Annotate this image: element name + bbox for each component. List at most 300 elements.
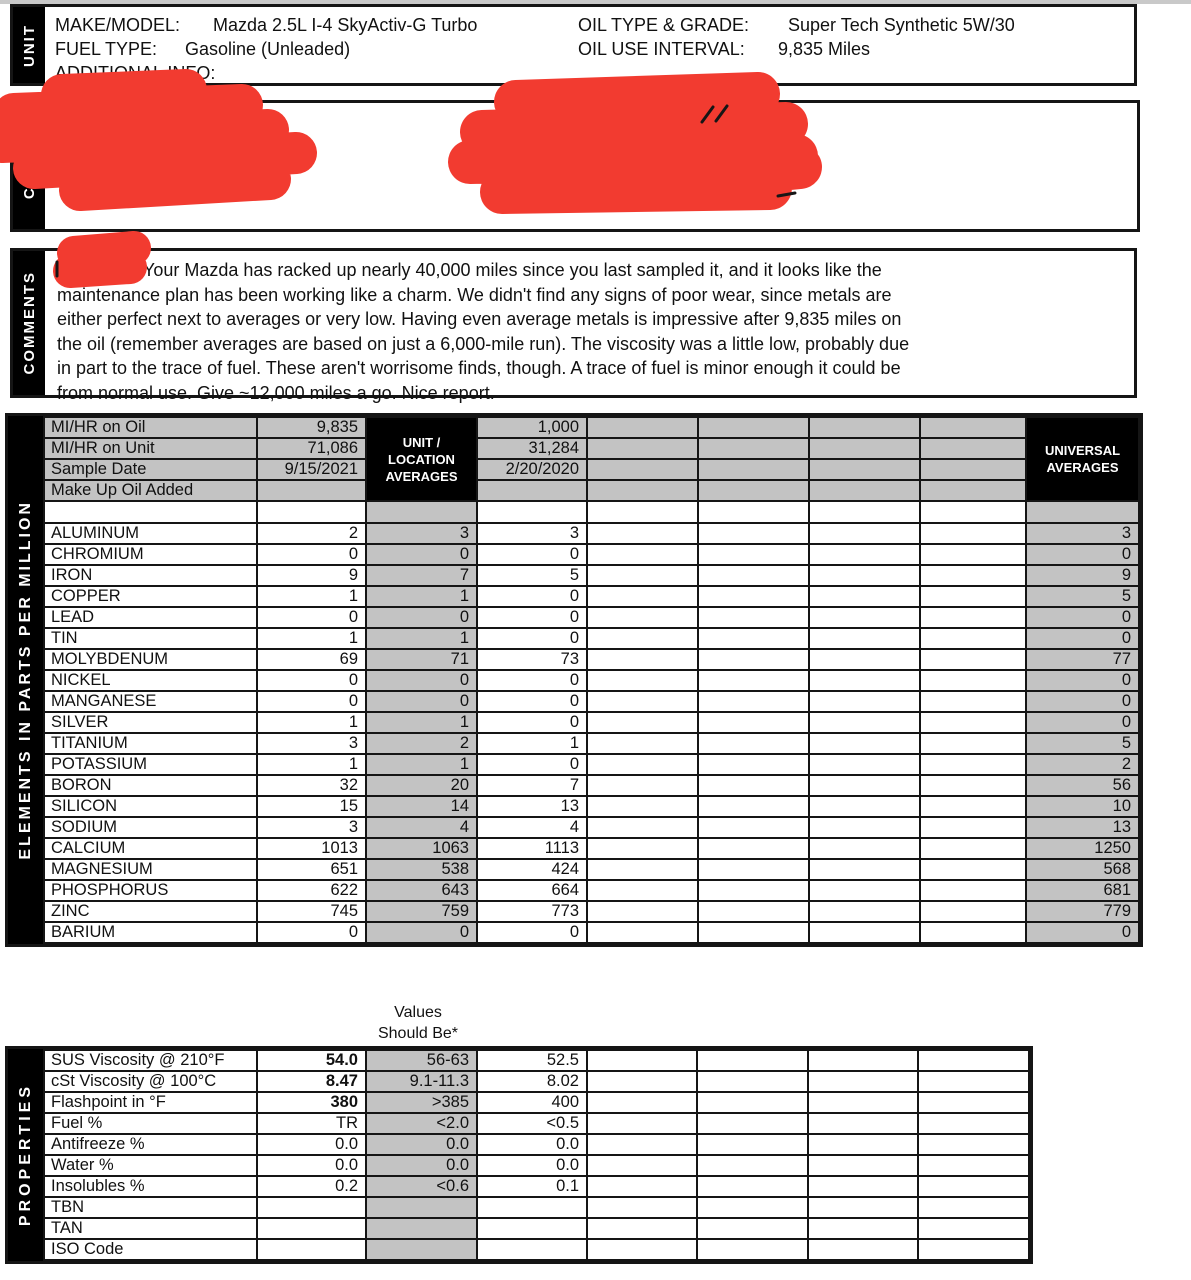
empty-cell — [697, 1134, 808, 1155]
element-previous-value: 7 — [477, 775, 587, 796]
property-name: TBN — [44, 1197, 257, 1218]
element-unit-average: 0 — [366, 691, 477, 712]
property-name: Insolubles % — [44, 1176, 257, 1197]
element-current-value: 1 — [257, 754, 366, 775]
properties-sidebar-label: PROPERTIES — [16, 1083, 34, 1227]
empty-cell — [809, 754, 920, 775]
redacted-name-gap — [57, 275, 143, 276]
header-label: Sample Date — [44, 459, 257, 480]
empty-cell — [809, 817, 920, 838]
empty-cell — [808, 1113, 918, 1134]
element-previous-value: 0 — [477, 712, 587, 733]
element-row — [44, 922, 1139, 943]
empty-cell — [697, 1071, 808, 1092]
comment-line: from normal use. Give ~12,000 miles a go. Nice report. — [57, 382, 495, 403]
element-previous-value: 0 — [477, 922, 587, 943]
elements-header-row — [44, 417, 1139, 438]
element-unit-average: 3 — [366, 523, 477, 544]
element-current-value: 1013 — [257, 838, 366, 859]
element-current-value: 0 — [257, 922, 366, 943]
element-universal-average: 13 — [1026, 817, 1139, 838]
empty-cell — [587, 901, 698, 922]
empty-cell — [920, 880, 1026, 901]
element-unit-average: 7 — [366, 565, 477, 586]
header-current-value — [257, 480, 366, 501]
element-current-value: 0 — [257, 670, 366, 691]
element-unit-average: 1 — [366, 628, 477, 649]
property-row — [44, 1092, 1029, 1113]
empty-cell — [698, 922, 809, 943]
property-should-be-value: <0.6 — [366, 1176, 477, 1197]
empty-cell — [697, 1050, 808, 1071]
empty-cell — [920, 901, 1026, 922]
empty-cell — [697, 1113, 808, 1134]
property-previous-value: 400 — [477, 1092, 587, 1113]
empty-cell — [808, 1134, 918, 1155]
empty-cell — [920, 796, 1026, 817]
empty-cell — [587, 859, 698, 880]
empty-cell — [587, 523, 698, 544]
empty-cell — [809, 628, 920, 649]
client-sidebar-label: CLIENT — [20, 132, 38, 200]
empty-cell — [698, 712, 809, 733]
empty-cell — [809, 417, 920, 438]
element-unit-average: 538 — [366, 859, 477, 880]
element-unit-average: 1 — [366, 754, 477, 775]
empty-cell — [587, 649, 698, 670]
element-previous-value: 424 — [477, 859, 587, 880]
property-name: Flashpoint in °F — [44, 1092, 257, 1113]
element-previous-value: 1 — [477, 733, 587, 754]
element-unit-average: 0 — [366, 922, 477, 943]
comment-line: maintenance plan has been working like a charm. We didn't find any signs of poor wear, since metals are — [57, 284, 892, 305]
client-sidebar — [13, 103, 45, 229]
property-current-value: 0.0 — [257, 1155, 366, 1176]
property-name: TAN — [44, 1218, 257, 1239]
empty-cell — [587, 922, 698, 943]
empty-cell — [587, 1155, 697, 1176]
empty-cell — [920, 775, 1026, 796]
empty-cell — [698, 459, 809, 480]
element-name: TITANIUM — [44, 733, 257, 754]
empty-cell — [698, 775, 809, 796]
empty-cell — [698, 754, 809, 775]
empty-cell — [920, 691, 1026, 712]
element-current-value: 15 — [257, 796, 366, 817]
spacer-cell — [587, 501, 698, 523]
spacer-cell — [477, 501, 587, 523]
element-row — [44, 859, 1139, 880]
element-row — [44, 523, 1139, 544]
spacer-cell — [44, 501, 257, 523]
element-universal-average: 0 — [1026, 607, 1139, 628]
empty-cell — [809, 480, 920, 501]
elements-table-section — [5, 413, 1143, 947]
empty-cell — [698, 628, 809, 649]
element-unit-average: 71 — [366, 649, 477, 670]
element-name: IRON — [44, 565, 257, 586]
element-universal-average: 1250 — [1026, 838, 1139, 859]
universal-averages-header: UNIVERSAL AVERAGES — [1026, 417, 1139, 501]
element-universal-average: 56 — [1026, 775, 1139, 796]
element-unit-average: 20 — [366, 775, 477, 796]
empty-cell — [918, 1155, 1029, 1176]
property-current-value — [257, 1239, 366, 1260]
property-previous-value — [477, 1239, 587, 1260]
property-current-value: 8.47 — [257, 1071, 366, 1092]
empty-cell — [697, 1218, 808, 1239]
property-should-be-value: 56-63 — [366, 1050, 477, 1071]
oil-type-label: OIL TYPE & GRADE: — [578, 15, 750, 35]
element-universal-average: 77 — [1026, 649, 1139, 670]
empty-cell — [809, 712, 920, 733]
property-name: ISO Code — [44, 1239, 257, 1260]
empty-cell — [698, 838, 809, 859]
unit-sidebar-label: UNIT — [20, 23, 38, 67]
empty-cell — [587, 1092, 697, 1113]
element-unit-average: 0 — [366, 544, 477, 565]
empty-cell — [808, 1155, 918, 1176]
empty-cell — [809, 565, 920, 586]
element-name: CALCIUM — [44, 838, 257, 859]
empty-cell — [587, 817, 698, 838]
element-name: POTASSIUM — [44, 754, 257, 775]
empty-cell — [809, 607, 920, 628]
empty-cell — [918, 1218, 1029, 1239]
element-row — [44, 628, 1139, 649]
empty-cell — [809, 523, 920, 544]
empty-cell — [587, 1176, 697, 1197]
property-row — [44, 1113, 1029, 1134]
property-previous-value: 52.5 — [477, 1050, 587, 1071]
empty-cell — [587, 754, 698, 775]
empty-cell — [808, 1092, 918, 1113]
element-row — [44, 670, 1139, 691]
element-universal-average: 0 — [1026, 628, 1139, 649]
element-current-value: 3 — [257, 817, 366, 838]
spacer-cell — [366, 501, 477, 523]
empty-cell — [809, 922, 920, 943]
element-current-value: 745 — [257, 901, 366, 922]
empty-cell — [587, 417, 698, 438]
property-name: SUS Viscosity @ 210°F — [44, 1050, 257, 1071]
empty-cell — [697, 1092, 808, 1113]
element-universal-average: 568 — [1026, 859, 1139, 880]
property-current-value: 0.2 — [257, 1176, 366, 1197]
element-row — [44, 544, 1139, 565]
property-previous-value — [477, 1197, 587, 1218]
element-unit-average: 1063 — [366, 838, 477, 859]
empty-cell — [587, 1071, 697, 1092]
element-current-value: 0 — [257, 691, 366, 712]
spacer-cell — [257, 501, 366, 523]
property-should-be-value: <2.0 — [366, 1113, 477, 1134]
comments-section — [10, 248, 1137, 403]
unit-section — [10, 4, 1137, 86]
empty-cell — [809, 459, 920, 480]
property-row — [44, 1050, 1029, 1071]
empty-cell — [587, 1218, 697, 1239]
element-unit-average: 2 — [366, 733, 477, 754]
property-name: Antifreeze % — [44, 1134, 257, 1155]
property-previous-value: <0.5 — [477, 1113, 587, 1134]
element-unit-average: 14 — [366, 796, 477, 817]
empty-cell — [698, 565, 809, 586]
property-name: Fuel % — [44, 1113, 257, 1134]
element-row — [44, 901, 1139, 922]
property-current-value: 54.0 — [257, 1050, 366, 1071]
client-section — [10, 100, 1140, 232]
empty-cell — [920, 838, 1026, 859]
empty-cell — [808, 1050, 918, 1071]
spacer-row — [44, 501, 1139, 523]
element-name: MANGANESE — [44, 691, 257, 712]
empty-cell — [587, 838, 698, 859]
element-row — [44, 607, 1139, 628]
property-row — [44, 1239, 1029, 1260]
element-row — [44, 733, 1139, 754]
element-name: ZINC — [44, 901, 257, 922]
empty-cell — [587, 1113, 697, 1134]
element-name: MOLYBDENUM — [44, 649, 257, 670]
element-current-value: 32 — [257, 775, 366, 796]
element-unit-average: 1 — [366, 586, 477, 607]
empty-cell — [587, 1197, 697, 1218]
values-should-be-note — [362, 1002, 474, 1044]
empty-cell — [698, 586, 809, 607]
property-should-be-value: 0.0 — [366, 1155, 477, 1176]
comments-sidebar — [13, 251, 45, 395]
comment-line: Your Mazda has racked up nearly 40,000 miles since you last sampled it, and it looks like the — [57, 258, 1135, 283]
empty-cell — [920, 480, 1026, 501]
element-row — [44, 838, 1139, 859]
empty-cell — [809, 649, 920, 670]
empty-cell — [918, 1239, 1029, 1260]
empty-cell — [920, 859, 1026, 880]
empty-cell — [587, 775, 698, 796]
element-previous-value: 0 — [477, 586, 587, 607]
element-previous-value: 5 — [477, 565, 587, 586]
empty-cell — [698, 733, 809, 754]
element-name: LEAD — [44, 607, 257, 628]
empty-cell — [808, 1218, 918, 1239]
empty-cell — [920, 733, 1026, 754]
element-previous-value: 1113 — [477, 838, 587, 859]
element-universal-average: 2 — [1026, 754, 1139, 775]
element-previous-value: 73 — [477, 649, 587, 670]
element-row — [44, 691, 1139, 712]
element-row — [44, 565, 1139, 586]
element-previous-value: 773 — [477, 901, 587, 922]
empty-cell — [587, 691, 698, 712]
element-name: SILICON — [44, 796, 257, 817]
unit-sidebar — [13, 7, 45, 83]
header-current-value: 9,835 — [257, 417, 366, 438]
element-unit-average: 0 — [366, 607, 477, 628]
comments-text — [57, 258, 1135, 406]
property-name: cSt Viscosity @ 100°C — [44, 1071, 257, 1092]
element-unit-average: 0 — [366, 670, 477, 691]
element-current-value: 1 — [257, 586, 366, 607]
empty-cell — [697, 1197, 808, 1218]
property-should-be-value — [366, 1239, 477, 1260]
empty-cell — [920, 670, 1026, 691]
element-row — [44, 880, 1139, 901]
empty-cell — [920, 544, 1026, 565]
properties-sidebar — [8, 1049, 43, 1261]
empty-cell — [920, 712, 1026, 733]
empty-cell — [920, 922, 1026, 943]
element-row — [44, 712, 1139, 733]
element-universal-average: 0 — [1026, 544, 1139, 565]
property-previous-value — [477, 1218, 587, 1239]
empty-cell — [587, 1050, 697, 1071]
additional-info-label: ADDITIONAL INFO: — [55, 63, 216, 83]
element-unit-average: 4 — [366, 817, 477, 838]
element-current-value: 0 — [257, 544, 366, 565]
empty-cell — [809, 691, 920, 712]
empty-cell — [698, 544, 809, 565]
empty-cell — [698, 691, 809, 712]
empty-cell — [809, 838, 920, 859]
element-universal-average: 5 — [1026, 586, 1139, 607]
element-name: MAGNESIUM — [44, 859, 257, 880]
property-should-be-value: 9.1-11.3 — [366, 1071, 477, 1092]
empty-cell — [920, 565, 1026, 586]
empty-cell — [920, 754, 1026, 775]
empty-cell — [587, 796, 698, 817]
element-row — [44, 775, 1139, 796]
header-previous-value — [477, 480, 587, 501]
element-unit-average: 759 — [366, 901, 477, 922]
make-model-value: Mazda 2.5L I-4 SkyActiv-G Turbo — [213, 15, 478, 35]
empty-cell — [920, 586, 1026, 607]
element-name: ALUMINUM — [44, 523, 257, 544]
property-name: Water % — [44, 1155, 257, 1176]
empty-cell — [918, 1071, 1029, 1092]
element-universal-average: 10 — [1026, 796, 1139, 817]
elements-table — [43, 416, 1140, 944]
property-previous-value: 0.1 — [477, 1176, 587, 1197]
values-should-be-line1: Values — [394, 1004, 442, 1021]
empty-cell — [587, 670, 698, 691]
element-name: COPPER — [44, 586, 257, 607]
element-previous-value: 0 — [477, 607, 587, 628]
elements-sidebar-label: ELEMENTS IN PARTS PER MILLION — [16, 500, 34, 860]
element-name: CHROMIUM — [44, 544, 257, 565]
property-previous-value: 0.0 — [477, 1155, 587, 1176]
element-row — [44, 649, 1139, 670]
element-universal-average: 9 — [1026, 565, 1139, 586]
element-current-value: 1 — [257, 628, 366, 649]
empty-cell — [809, 733, 920, 754]
properties-table-section — [5, 1046, 1033, 1264]
element-current-value: 622 — [257, 880, 366, 901]
empty-cell — [698, 670, 809, 691]
empty-cell — [698, 417, 809, 438]
empty-cell — [918, 1134, 1029, 1155]
empty-cell — [920, 438, 1026, 459]
empty-cell — [698, 480, 809, 501]
empty-cell — [587, 459, 698, 480]
empty-cell — [698, 880, 809, 901]
header-label: MI/HR on Oil — [44, 417, 257, 438]
unit-location-averages-header: UNIT / LOCATION AVERAGES — [366, 417, 477, 501]
property-current-value: TR — [257, 1113, 366, 1134]
header-previous-value: 1,000 — [477, 417, 587, 438]
comments-sidebar-label: COMMENTS — [20, 271, 38, 375]
empty-cell — [698, 523, 809, 544]
property-row — [44, 1134, 1029, 1155]
element-row — [44, 754, 1139, 775]
element-current-value: 69 — [257, 649, 366, 670]
property-row — [44, 1218, 1029, 1239]
element-universal-average: 0 — [1026, 712, 1139, 733]
header-current-value: 71,086 — [257, 438, 366, 459]
header-label: Make Up Oil Added — [44, 480, 257, 501]
spacer-cell — [920, 501, 1026, 523]
element-unit-average: 643 — [366, 880, 477, 901]
element-row — [44, 796, 1139, 817]
empty-cell — [809, 901, 920, 922]
oil-interval-label: OIL USE INTERVAL: — [578, 39, 745, 59]
elements-header-row — [44, 438, 1139, 459]
element-current-value: 651 — [257, 859, 366, 880]
header-current-value: 9/15/2021 — [257, 459, 366, 480]
empty-cell — [698, 438, 809, 459]
empty-cell — [918, 1050, 1029, 1071]
empty-cell — [587, 733, 698, 754]
empty-cell — [920, 523, 1026, 544]
empty-cell — [920, 817, 1026, 838]
empty-cell — [697, 1155, 808, 1176]
element-name: BORON — [44, 775, 257, 796]
empty-cell — [697, 1176, 808, 1197]
element-universal-average: 0 — [1026, 922, 1139, 943]
empty-cell — [809, 880, 920, 901]
empty-cell — [587, 438, 698, 459]
empty-cell — [808, 1071, 918, 1092]
element-universal-average: 681 — [1026, 880, 1139, 901]
element-current-value: 0 — [257, 607, 366, 628]
property-should-be-value — [366, 1197, 477, 1218]
empty-cell — [809, 796, 920, 817]
oil-type-value: Super Tech Synthetic 5W/30 — [788, 15, 1015, 35]
empty-cell — [587, 586, 698, 607]
property-row — [44, 1176, 1029, 1197]
elements-sidebar — [8, 416, 43, 944]
empty-cell — [698, 859, 809, 880]
empty-cell — [587, 1239, 697, 1260]
element-universal-average: 5 — [1026, 733, 1139, 754]
property-should-be-value: >385 — [366, 1092, 477, 1113]
property-row — [44, 1071, 1029, 1092]
values-should-be-line2: Should Be* — [377, 1025, 459, 1042]
element-current-value: 2 — [257, 523, 366, 544]
element-previous-value: 4 — [477, 817, 587, 838]
empty-cell — [697, 1239, 808, 1260]
element-universal-average: 0 — [1026, 670, 1139, 691]
empty-cell — [809, 775, 920, 796]
element-name: SILVER — [44, 712, 257, 733]
spacer-cell — [698, 501, 809, 523]
comment-line: either perfect next to averages or very low. Having even average metals is impressive after 9,835 miles on — [57, 309, 902, 330]
property-current-value — [257, 1197, 366, 1218]
element-universal-average: 779 — [1026, 901, 1139, 922]
header-label: MI/HR on Unit — [44, 438, 257, 459]
elements-header-row — [44, 480, 1139, 501]
empty-cell — [698, 649, 809, 670]
